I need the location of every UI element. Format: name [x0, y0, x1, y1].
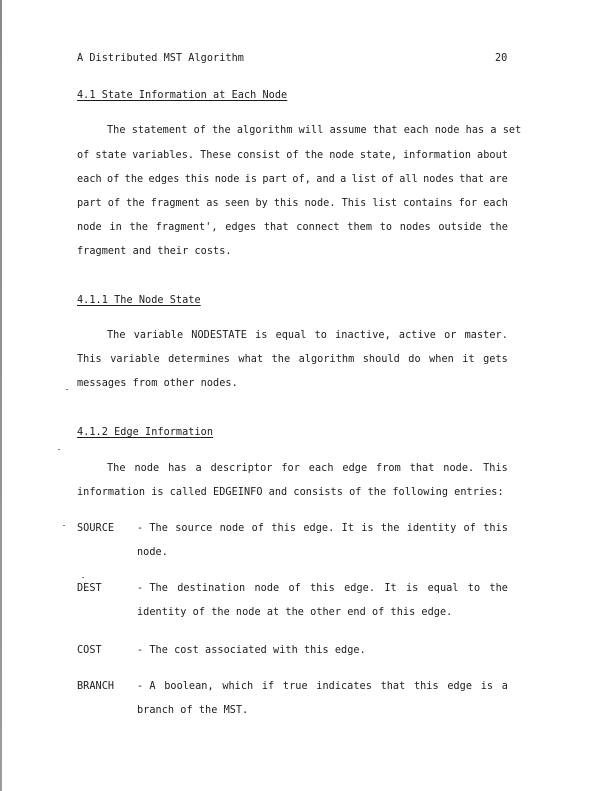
word: edges	[225, 222, 257, 233]
word: this	[310, 583, 335, 594]
word: seen	[224, 198, 250, 209]
word: boolean,	[164, 681, 214, 692]
entry-term-source: SOURCE	[77, 523, 115, 534]
word: state	[95, 150, 127, 161]
word: gets	[483, 354, 508, 365]
word: if	[261, 681, 275, 692]
word: this	[413, 681, 439, 692]
word: indicates	[316, 681, 372, 692]
word: The	[107, 330, 126, 341]
word: of	[463, 523, 476, 534]
word: node	[329, 150, 354, 161]
word: is	[480, 681, 494, 692]
word: do	[408, 354, 421, 365]
word: a	[195, 463, 202, 474]
word: of	[286, 150, 299, 161]
word: node	[214, 174, 240, 185]
word: This	[483, 463, 508, 474]
word: is	[361, 523, 374, 534]
word: This	[341, 198, 367, 209]
word: edge.	[303, 523, 335, 534]
paragraph-line	[77, 353, 508, 367]
paragraph-line	[77, 197, 508, 211]
entry-definition-source	[137, 522, 508, 536]
word: the	[380, 523, 400, 534]
word: active	[398, 330, 436, 341]
word: variable	[110, 354, 160, 365]
paragraph-line	[77, 173, 508, 187]
word: the	[124, 174, 144, 185]
word: NODESTATE	[191, 330, 247, 341]
page-left-edge	[0, 0, 2, 791]
word: part	[262, 174, 288, 185]
word: that	[409, 463, 435, 474]
word: fragment',	[155, 222, 218, 233]
word: what	[238, 354, 264, 365]
paragraph-line	[77, 221, 508, 235]
word: that	[459, 174, 485, 185]
word: edges	[148, 174, 180, 185]
entry-term-branch: BRANCH	[77, 681, 115, 692]
word: inactive,	[335, 330, 391, 341]
word: the	[304, 150, 324, 161]
section-heading-4-1-1: 4.1.1 The Node State	[77, 295, 201, 306]
word: when	[429, 354, 454, 365]
word: algorithm	[298, 354, 355, 365]
entry-definition-dest-cont: identity of the node at the other end of this edge.	[137, 607, 453, 618]
scan-speck	[66, 389, 68, 390]
word: The	[107, 463, 126, 474]
word: to	[314, 330, 327, 341]
word: descriptor	[210, 463, 273, 474]
word: the	[271, 354, 291, 365]
entry-term-cost: COST	[77, 645, 102, 656]
word: node.	[443, 463, 475, 474]
word: and	[316, 174, 335, 185]
word: each	[308, 463, 334, 474]
word: node	[254, 583, 280, 594]
paragraph-line: The statement of the algorithm will assume that each node has a set	[107, 125, 522, 136]
word: them	[347, 222, 373, 233]
word: nodes	[399, 222, 431, 233]
word: node	[77, 222, 102, 233]
scan-speck	[82, 577, 84, 578]
entry-term-dest: DEST	[77, 583, 102, 594]
word: this	[483, 523, 508, 534]
entry-definition-dest	[137, 582, 508, 596]
word: - A	[137, 681, 156, 692]
paragraph-line	[107, 329, 508, 343]
word: of	[77, 150, 90, 161]
word: edge.	[344, 583, 376, 594]
word: of	[381, 174, 394, 185]
word: the	[129, 222, 149, 233]
word: nodes	[423, 174, 455, 185]
paragraph-line: information is called EDGEINFO and consists of the following entries:	[77, 487, 504, 498]
word: node.	[304, 198, 336, 209]
word: node	[134, 463, 160, 474]
word: source	[175, 523, 213, 534]
word: this	[184, 174, 210, 185]
word: list	[351, 174, 377, 185]
page-number: 20	[495, 53, 508, 64]
word: all	[399, 174, 418, 185]
word: contains	[403, 198, 453, 209]
word: part	[77, 198, 102, 209]
word: consist	[237, 150, 281, 161]
entry-definition-branch	[137, 680, 508, 694]
word: about	[477, 150, 508, 161]
entry-definition-cost: - The cost associated with this edge.	[137, 645, 366, 656]
word: to	[467, 583, 481, 594]
word: a	[501, 681, 508, 692]
word: identity	[406, 523, 457, 534]
word: of	[251, 523, 265, 534]
word: of	[107, 198, 121, 209]
word: master.	[464, 330, 508, 341]
word: in	[109, 222, 122, 233]
paragraph-line: fragment and their costs.	[77, 246, 232, 257]
word: list	[372, 198, 398, 209]
paragraph-line: messages from other nodes.	[77, 378, 238, 389]
word: edge	[447, 681, 473, 692]
scan-speck	[58, 449, 60, 450]
word: this	[271, 523, 297, 534]
word: information	[403, 150, 472, 161]
word: to	[379, 222, 393, 233]
word: or	[444, 330, 457, 341]
word: edge	[342, 463, 368, 474]
word: variables.	[132, 150, 195, 161]
word: is	[405, 583, 419, 594]
word: which	[222, 681, 254, 692]
word: - The	[137, 523, 168, 534]
word: of	[107, 174, 120, 185]
word: from	[376, 463, 401, 474]
word: has	[168, 463, 187, 474]
word: true	[282, 681, 308, 692]
word: that	[380, 681, 406, 692]
word: is	[244, 174, 258, 185]
word: destination	[177, 583, 246, 594]
word: It	[384, 583, 397, 594]
word: that	[263, 222, 289, 233]
word: by	[255, 198, 268, 209]
word: the	[126, 198, 145, 209]
word: node	[219, 523, 245, 534]
word: should	[362, 354, 400, 365]
paragraph-line	[77, 149, 508, 163]
word: equal	[427, 583, 459, 594]
section-heading-4-1: 4.1 State Information at Each Node	[77, 90, 288, 101]
word: determines	[168, 354, 230, 365]
word: for	[458, 198, 478, 209]
word: each	[483, 198, 508, 209]
word: the	[489, 583, 508, 594]
word: These	[200, 150, 232, 161]
entry-definition-branch-cont: branch of the MST.	[137, 705, 249, 716]
word: are	[489, 174, 508, 185]
word: This	[77, 354, 102, 365]
section-heading-4-1-2: 4.1.2 Edge Information	[77, 427, 214, 438]
scan-speck	[63, 525, 65, 526]
word: It	[341, 523, 354, 534]
entry-definition-source-cont: node.	[137, 547, 168, 558]
word: outside	[438, 222, 482, 233]
word: connect	[296, 222, 340, 233]
running-header-title: A Distributed MST Algorithm	[77, 53, 244, 64]
word: each	[77, 174, 102, 185]
word: this	[273, 198, 299, 209]
word: equal	[275, 330, 307, 341]
word: a	[340, 174, 347, 185]
word: is	[255, 330, 268, 341]
word: of	[288, 583, 301, 594]
word: fragment	[150, 198, 201, 209]
word: variable	[133, 330, 184, 341]
word: - The	[137, 583, 168, 594]
word: as	[206, 198, 219, 209]
word: the	[489, 222, 508, 233]
word: of,	[292, 174, 311, 185]
paragraph-line	[107, 462, 508, 476]
word: it	[462, 354, 475, 365]
word: for	[281, 463, 300, 474]
word: state,	[359, 150, 398, 161]
